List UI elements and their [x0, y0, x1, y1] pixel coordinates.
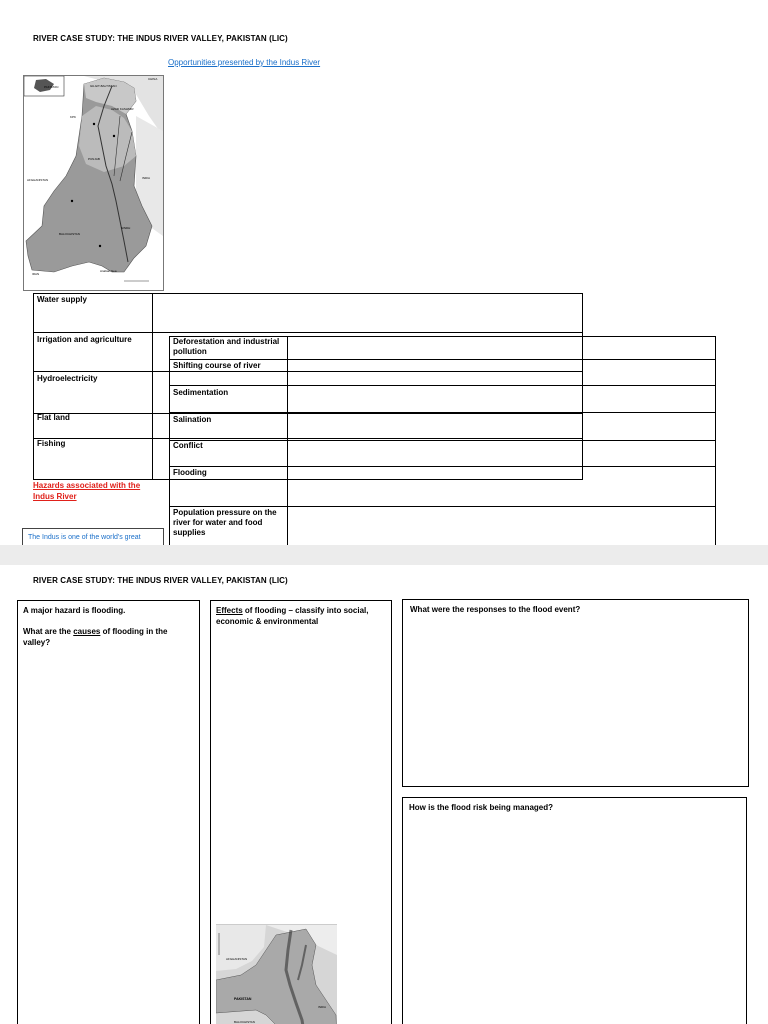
management-box[interactable]: [402, 797, 747, 1024]
effects-box[interactable]: [210, 600, 392, 1024]
hazard-population-pressure: Population pressure on the river for water and food supplies: [173, 508, 277, 537]
indus-map: [23, 75, 164, 291]
note-box: [22, 528, 164, 545]
map-label-arabian-sea: Arabian Sea: [100, 269, 117, 273]
causes-word: causes: [73, 627, 101, 636]
flood-map-label-balochistan: BALOCHISTAN: [234, 1020, 255, 1024]
map-label-azad: AZAD KASHMIR: [111, 107, 134, 111]
opportunity-water-supply: Water supply: [37, 295, 87, 304]
effects-rest: of flooding – classify into social, economic & environmental: [216, 606, 369, 626]
hazard-row-line: [169, 385, 716, 386]
map-label-sindh: SINDH: [121, 226, 131, 230]
causes-question-post: of flooding in the valley?: [23, 627, 168, 647]
opportunity-hydroelectricity: Hydroelectricity: [37, 374, 98, 383]
map-label-afghanistan: AFGHANISTAN: [27, 178, 49, 182]
effects-word: Effects: [216, 606, 243, 615]
map-label-iran: IRAN: [32, 272, 40, 276]
map-label-balochistan: BALOCHISTAN: [59, 232, 80, 236]
indus-map-graphic: [24, 76, 163, 290]
page-2: [0, 565, 768, 1024]
opportunity-flat-land: Flat land: [37, 413, 70, 422]
opportunities-divider: [152, 293, 153, 480]
causes-question: [23, 626, 195, 648]
map-label-gilgit: GILGIT-BALTISTAN: [90, 84, 117, 88]
page-separator: [0, 545, 768, 565]
note-text: The Indus is one of the world's great: [28, 534, 141, 541]
opportunity-irrigation: Irrigation and agriculture: [37, 335, 132, 344]
hazard-sedimentation: Sedimentation: [173, 388, 229, 397]
causes-box[interactable]: [17, 600, 200, 1024]
effects-question: [216, 605, 386, 627]
map-label-kpk: KPK: [70, 115, 77, 119]
hazard-row-line: [169, 359, 716, 360]
flood-map-label-afghanistan: AFGHANISTAN: [226, 957, 248, 961]
opportunities-heading[interactable]: Opportunities presented by the Indus River: [168, 58, 321, 67]
map-label-punjab: PUNJAB: [88, 157, 100, 161]
hazard-flooding: Flooding: [173, 468, 207, 477]
hazard-row-line: [169, 506, 716, 507]
opportunity-fishing: Fishing: [37, 439, 66, 448]
flood-map-graphic: [216, 925, 337, 1024]
hazard-row-line: [169, 466, 716, 467]
hazard-shifting-course: Shifting course of river: [173, 361, 261, 370]
hazard-deforestation: Deforestation and industrial pollution: [173, 337, 280, 356]
flood-map-label-india: INDIA: [318, 1005, 327, 1009]
map-label-pakistan-inset: PAKISTAN: [44, 85, 59, 89]
responses-question: What were the responses to the flood event?: [410, 605, 581, 614]
hazards-heading[interactable]: Hazards associated with the Indus River: [33, 481, 141, 501]
causes-intro: A major hazard is flooding.: [23, 606, 126, 615]
hazard-conflict: Conflict: [173, 441, 203, 450]
page-2-title: RIVER CASE STUDY: THE INDUS RIVER VALLEY, PAKISTAN (LIC): [33, 576, 288, 585]
management-question: How is the flood risk being managed?: [409, 803, 554, 812]
causes-question-pre: What are the: [23, 627, 74, 636]
map-label-china: CHINA: [148, 77, 158, 81]
row-line: [33, 332, 583, 333]
flood-map-label-pakistan: PAKISTAN: [234, 997, 252, 1001]
page-1-title: RIVER CASE STUDY: THE INDUS RIVER VALLEY, PAKISTAN (LIC): [33, 34, 288, 43]
flood-map: [216, 924, 337, 1024]
hazard-row-line: [169, 412, 716, 413]
map-label-india: INDIA: [142, 176, 151, 180]
responses-box[interactable]: [402, 599, 749, 787]
hazard-salination: Salination: [173, 415, 212, 424]
